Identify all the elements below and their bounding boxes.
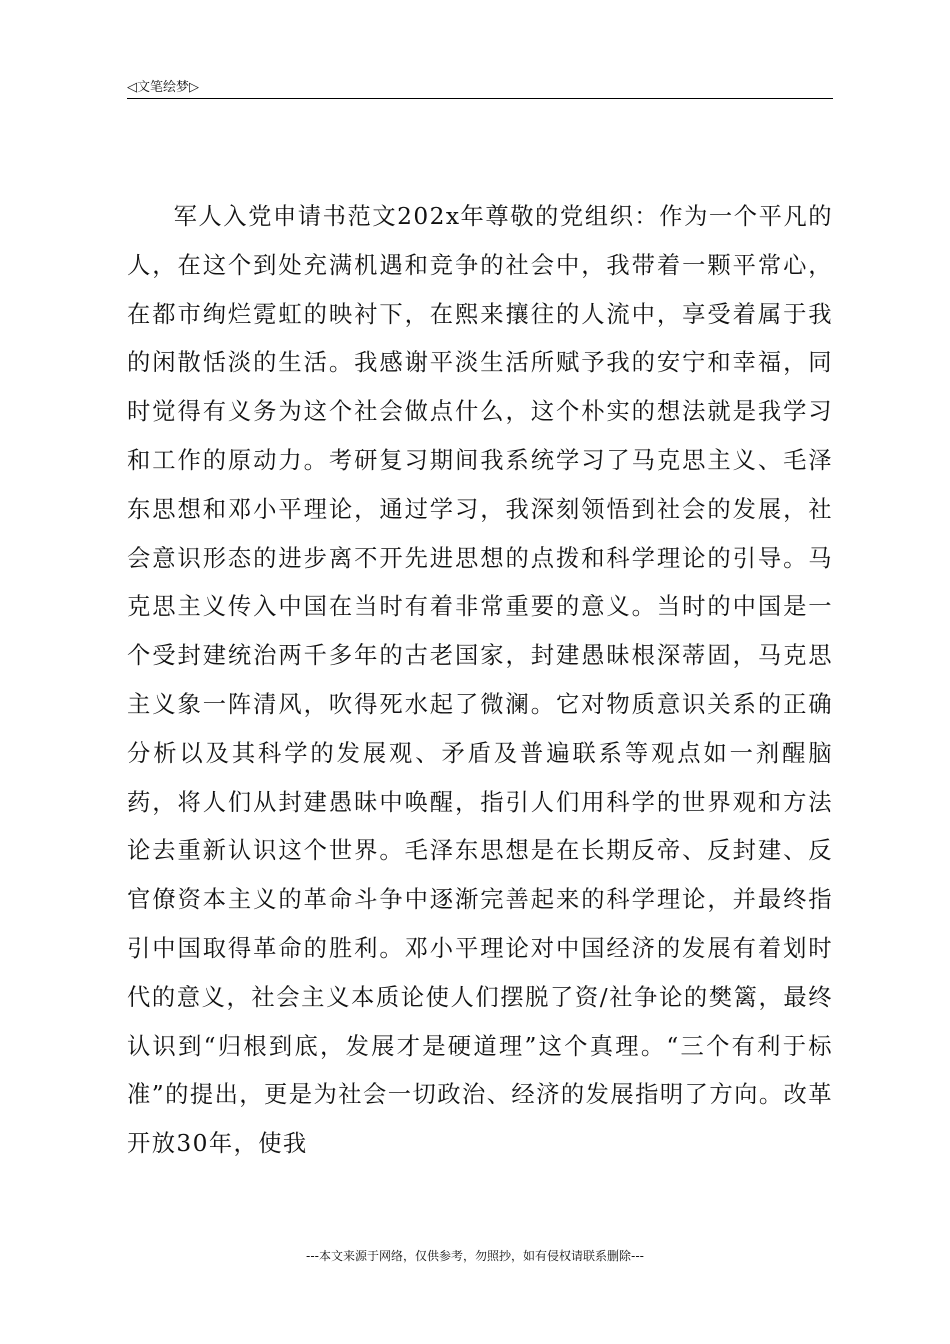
body-paragraph: 军人入党申请书范文202x年尊敬的党组织：作为一个平凡的人，在这个到处充满机遇和竞争的社会中，我带着一颗平常心，在都市绚烂霓虹的映衬下，在熙来攘往的人流中，享受着属于我的闲散恬淡的生活。我感谢平淡生活所赋予我的安宁和幸福，同时觉得有义务为这个社会做点什么，这个朴实的想法就是我学习和工作的原动力。考研复习期间我系统学习了马克思主义、毛泽东思想和邓小平理论，通过学习，我深刻领悟到社会的发展，社会意识形态的进步离不开先进思想的点拨和科学理论的引导。马克思主义传入中国在当时有着非常重要的意义。当时的中国是一个受封建统治两千多年的古老国家，封建愚昧根深蒂固，马克思主义象一阵清风，吹得死水起了微澜。它对物质意识关系的正确分析以及其科学的发展观、矛盾及普遍联系等观点如一剂醒脑药，将人们从封建愚昧中唤醒，指引人们用科学的世界观和方法论去重新认识这个世界。毛泽东思想是在长期反帝、反封建、反官僚资本主义的革命斗争中逐渐完善起来的科学理论，并最终指引中国取得革命的胜利。邓小平理论对中国经济的发展有着划时代的意义，社会主义本质论使人们摆脱了资/社争论的樊篱，最终认识到“归根到底，发展才是硬道理”这个真理。“三个有利于标准”的提出，更是为社会一切政治、经济的发展指明了方向。改革开放30年，使我 <box>127 203 833 1158</box>
header-title: ◁文笔绘梦▷ <box>127 80 199 95</box>
page-header <box>127 72 833 99</box>
page-footer: ---本文来源于网络，仅供参考，勿照抄，如有侵权请联系删除--- <box>306 1249 644 1263</box>
